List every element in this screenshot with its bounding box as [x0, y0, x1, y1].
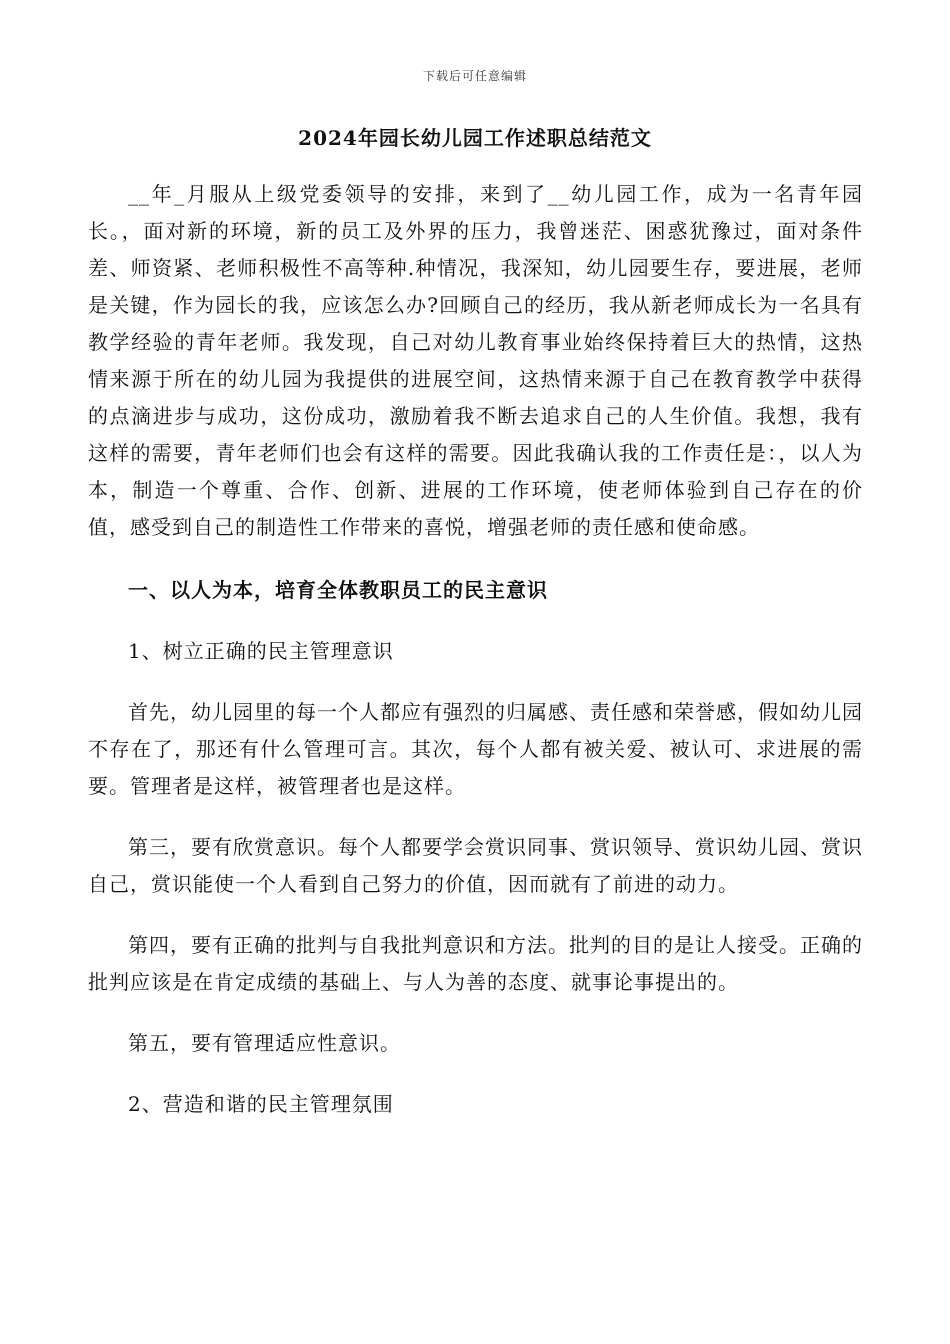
section-heading-1: 一、以人为本，培育全体教职员工的民主意识 — [128, 578, 548, 602]
document-body — [88, 176, 863, 1147]
paragraph-1: 首先，幼儿园里的每一个人都应有强烈的归属感、责任感和荣誉感，假如幼儿园不存在了，那还有什么管理可言。其次，每个人都有被关爱、被认可、求进展的需要。管理者是这样，被管理者也是这样。 — [88, 700, 863, 798]
subheading-1: 1、树立正确的民主管理意识 — [128, 639, 394, 663]
intro-paragraph: __年_月服从上级党委领导的安排，来到了__幼儿园工作，成为一名青年园长。，面对新的环境，新的员工及外界的压力，我曾迷茫、困惑犹豫过，面对条件差、师资紧、老师积极性不高等种.种情况，我深知，幼儿园要生存，要进展，老师是关键，作为园长的我，应该怎么办?回顾自己的经历，我从新老师成长为一名具有教学经验的青年老师。我发现，自己对幼儿教育事业始终保持着巨大的热情，这热情来源于所在的幼儿园为我提供的进展空间，这热情来源于自己在教育教学中获得的点滴进步与成功，这份成功，激励着我不断去追求自己的人生价值。我想，我有这样的需要，青年老师们也会有这样的需要。因此我确认我的工作责任是：，以人为本，制造一个尊重、合作、创新、进展的工作环境，使老师体验到自己存在的价值，感受到自己的制造性工作带来的喜悦，增强老师的责任感和使命感。 — [88, 182, 863, 539]
header-note: 下载后可任意编辑 — [422, 69, 527, 83]
paragraph-2: 第三，要有欣赏意识。每个人都要学会赏识同事、赏识领导、赏识幼儿园、赏识自己，赏识能使一个人看到自己努力的价值，因而就有了前进的动力。 — [88, 835, 863, 896]
subheading-2: 2、营造和谐的民主管理氛围 — [128, 1092, 394, 1116]
document-title: 2024年园长幼儿园工作述职总结范文 — [298, 126, 652, 150]
paragraph-3: 第四，要有正确的批判与自我批判意识和方法。批判的目的是让人接受。正确的批判应该是在肯定成绩的基础上、与人为善的态度、就事论事提出的。 — [88, 933, 863, 994]
paragraph-4: 第五，要有管理适应性意识。 — [128, 1031, 401, 1055]
